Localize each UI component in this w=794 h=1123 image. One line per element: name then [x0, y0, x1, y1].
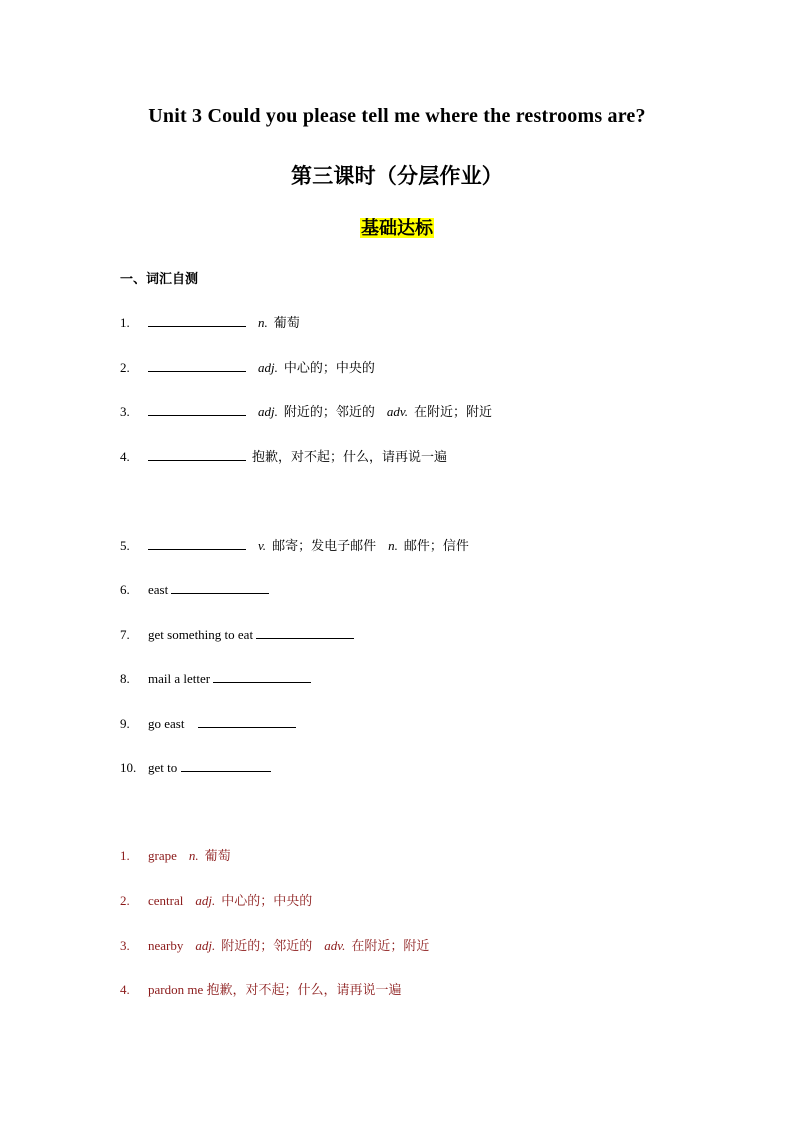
answer-blank[interactable] [148, 447, 246, 461]
answer-row [120, 892, 312, 910]
question-number: 6. [120, 582, 130, 597]
question-row [120, 402, 492, 420]
part-of-speech: n. [188, 848, 199, 863]
answer-word: nearby [148, 938, 184, 953]
question-row [120, 714, 296, 732]
part-of-speech-2: n. [388, 538, 398, 553]
part-of-speech: adj. [258, 404, 278, 419]
meaning: 邮寄；发电子邮件 [272, 539, 377, 554]
answer-blank[interactable] [148, 313, 246, 327]
meaning-2: 邮件；信件 [403, 539, 469, 554]
question-number: 4. [120, 449, 130, 464]
answer-row [120, 937, 429, 955]
meaning: 抱歉，对不起；什么，请再说一遍 [252, 450, 448, 465]
question-row [120, 625, 354, 643]
answer-blank[interactable] [256, 625, 354, 639]
question-row [120, 758, 271, 776]
answer-blank[interactable] [213, 669, 311, 683]
question-number: 5. [120, 538, 130, 553]
answer-word: pardon me [148, 982, 204, 997]
prompt: get something to eat [148, 627, 254, 642]
meaning: 中心的；中央的 [283, 361, 375, 376]
answer-blank[interactable] [148, 402, 246, 416]
meaning: 抱歉，对不起；什么，请再说一遍 [206, 983, 402, 998]
answer-word: grape [148, 848, 177, 863]
prompt: east [148, 582, 169, 597]
part-of-speech: n. [258, 315, 268, 330]
meaning: 葡萄 [273, 316, 300, 331]
meaning: 附近的；邻近的 [221, 939, 313, 954]
question-number: 9. [120, 716, 130, 731]
answer-blank[interactable] [148, 536, 246, 550]
level-label: 基础达标 [361, 218, 433, 238]
answer-blank[interactable] [171, 580, 269, 594]
part-of-speech: v. [258, 538, 267, 553]
part-of-speech-2: adv. [324, 938, 346, 953]
prompt: mail a letter [148, 671, 211, 686]
part-of-speech-2: adv. [386, 404, 408, 419]
meaning: 葡萄 [204, 849, 231, 864]
answer-blank[interactable] [198, 714, 296, 728]
question-row [120, 580, 269, 598]
answer-number: 1. [120, 848, 130, 863]
part-of-speech: adj. [258, 360, 278, 375]
question-row [120, 313, 300, 331]
question-row [120, 669, 311, 687]
question-row [120, 447, 447, 465]
answer-number: 4. [120, 982, 130, 997]
part-of-speech: adj. [195, 893, 216, 908]
question-number: 2. [120, 360, 130, 375]
answer-row [120, 981, 402, 999]
section-heading: 一、词汇自测 [120, 272, 199, 287]
prompt: get to [148, 760, 178, 775]
question-number: 7. [120, 627, 130, 642]
question-number: 10. [120, 760, 137, 775]
meaning: 中心的；中央的 [221, 894, 313, 909]
question-number: 3. [120, 404, 130, 419]
prompt: go east [148, 716, 185, 731]
part-of-speech: adj. [195, 938, 216, 953]
answer-number: 3. [120, 938, 130, 953]
answer-row [120, 847, 231, 865]
question-row [120, 536, 469, 554]
answer-blank[interactable] [181, 758, 271, 772]
level-band [0, 214, 794, 240]
question-number: 1. [120, 315, 130, 330]
answer-blank[interactable] [148, 358, 246, 372]
meaning: 附近的；邻近的 [283, 405, 375, 420]
meaning-2: 在附近；附近 [351, 939, 430, 954]
question-row [120, 358, 375, 376]
answer-word: central [148, 893, 184, 908]
lesson-subtitle: 第三课时（分层作业） [291, 164, 503, 188]
answer-number: 2. [120, 893, 130, 908]
question-number: 8. [120, 671, 130, 686]
meaning-2: 在附近；附近 [413, 405, 492, 420]
page-title: Unit 3 Could you please tell me where the restrooms are? [148, 105, 646, 127]
